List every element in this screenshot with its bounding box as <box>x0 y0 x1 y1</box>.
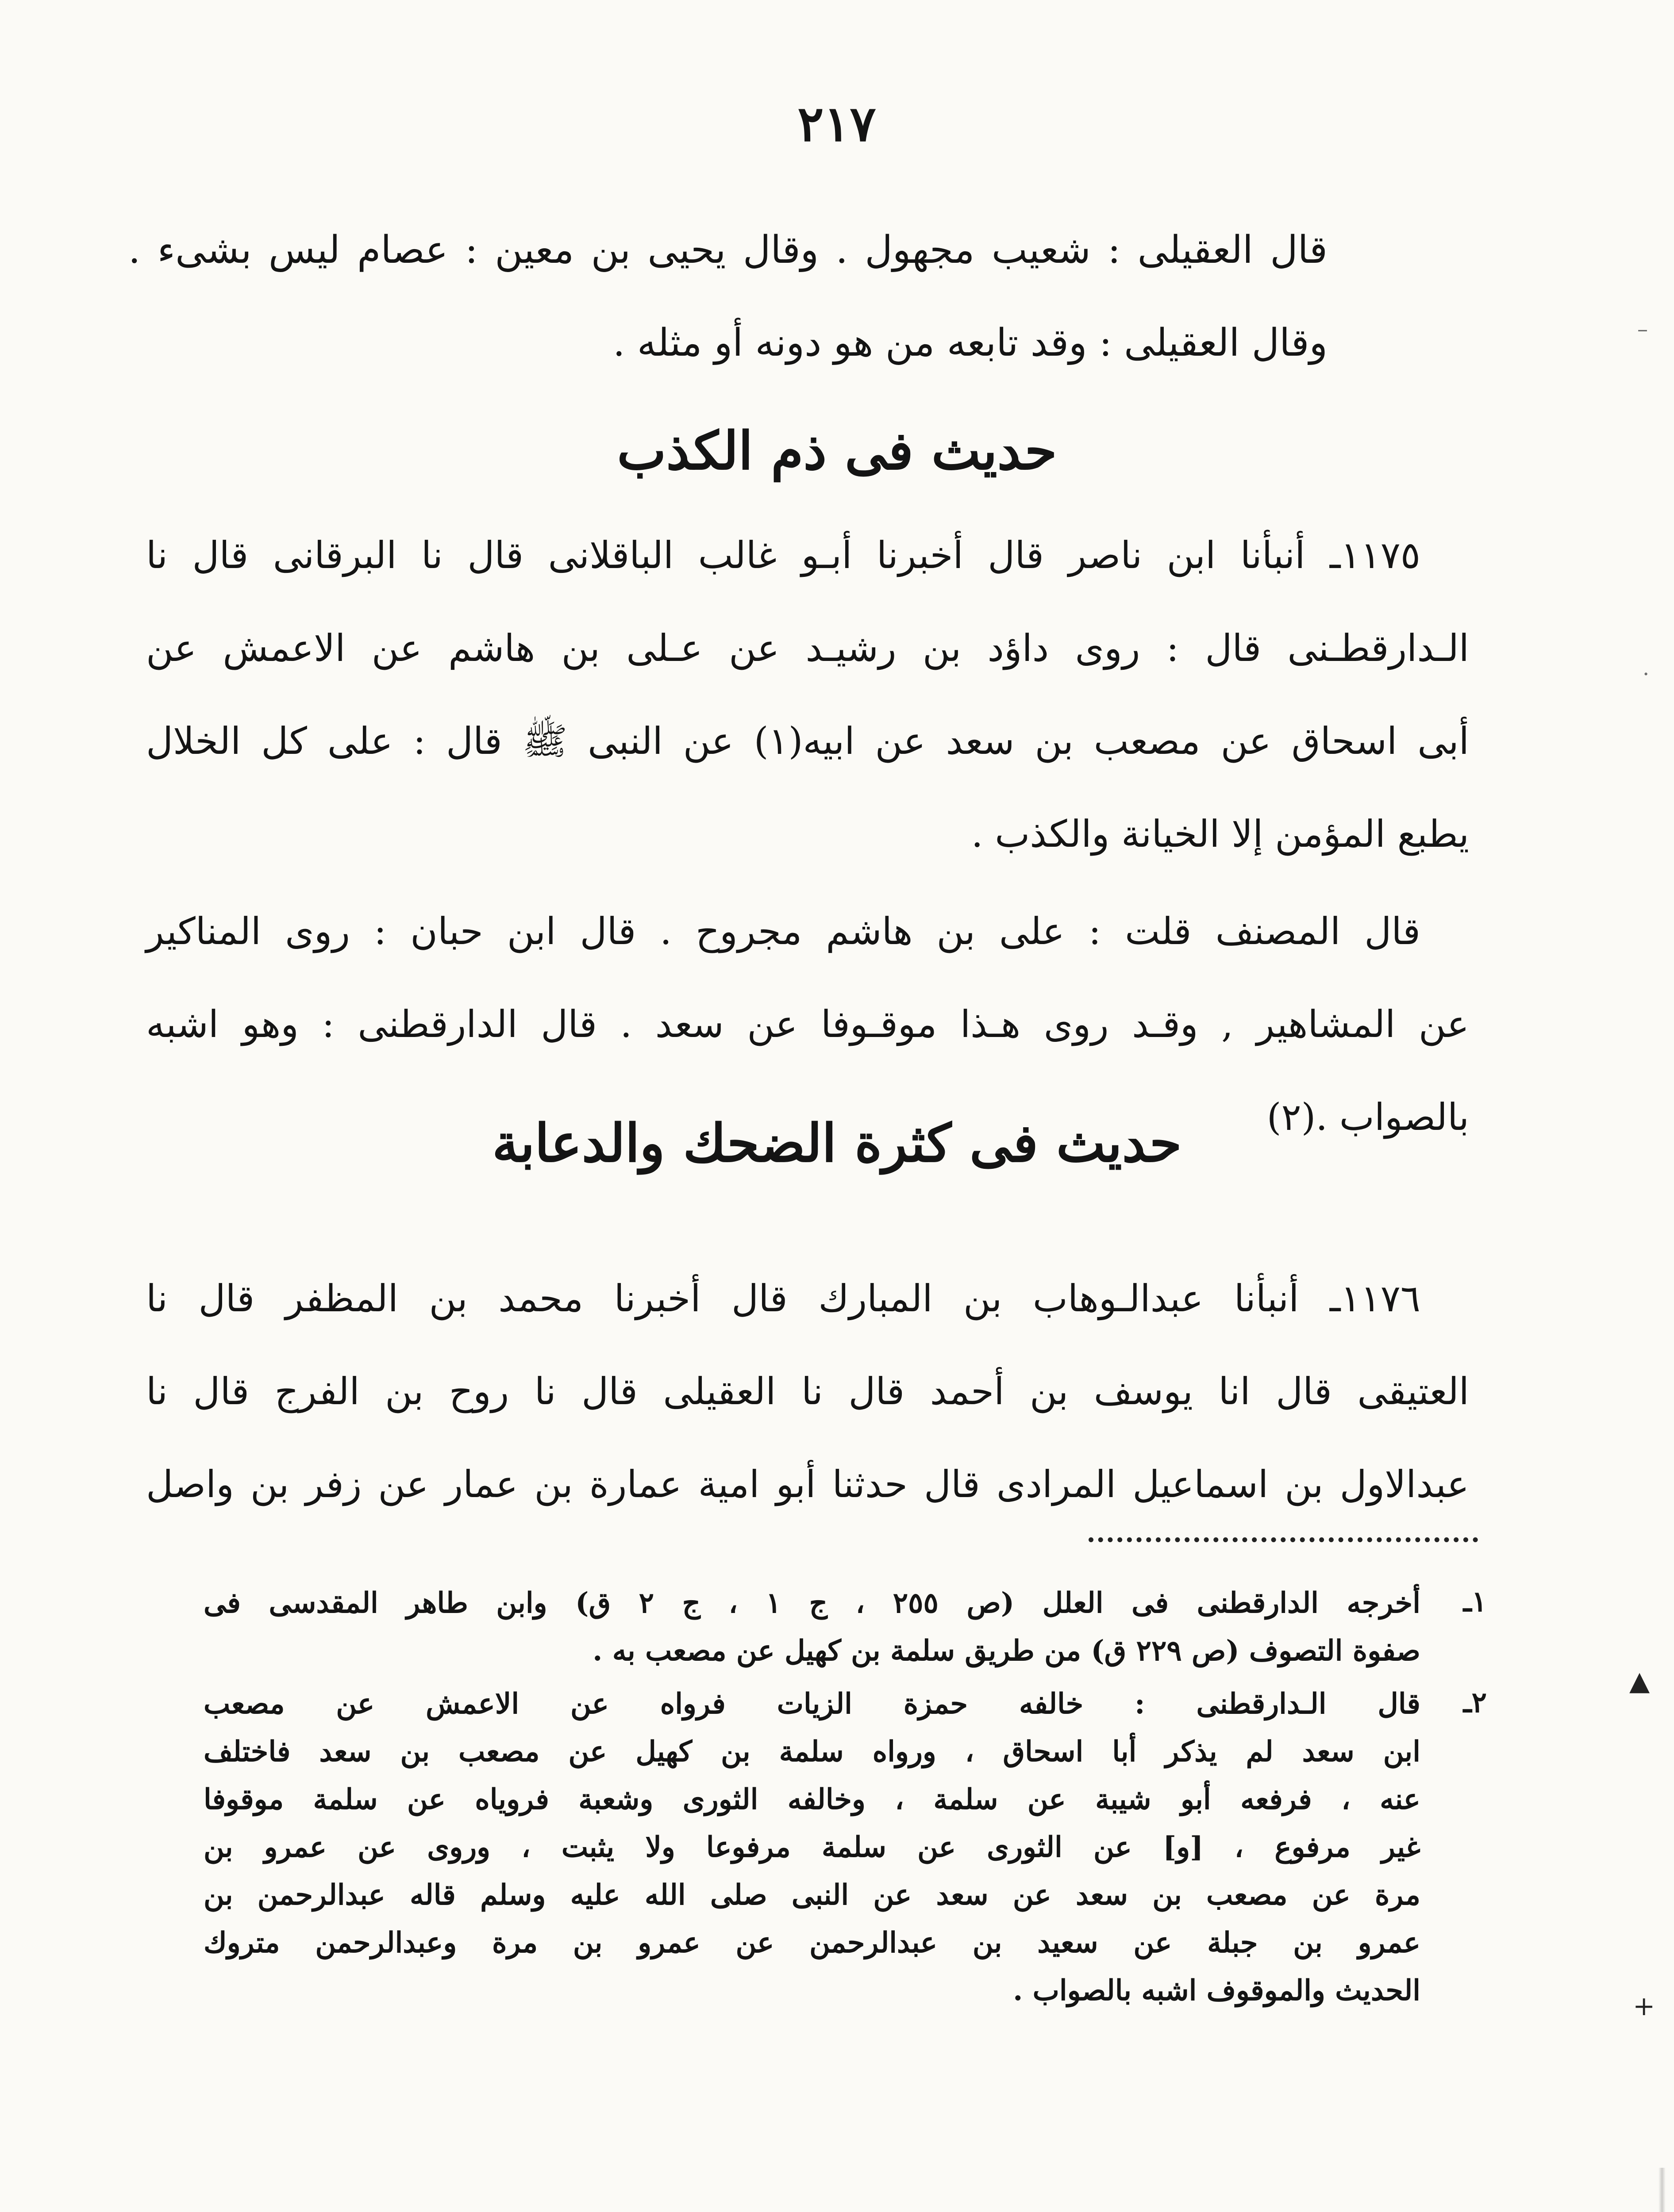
text-line: قال العقيلى : شعيب مجهول . وقال يحيى بن معين : عصام ليس بشىء . <box>128 228 1328 272</box>
text-line: وقال العقيلى : وقد تابعه من هو دونه أو مثله . <box>613 321 1328 365</box>
footnote-line: عنه ، فرفعه أبو شيبة عن سلمة ، وخالفه الثورى وشعبة فروياه عن سلمة موقوفا <box>204 1783 1420 1816</box>
footnote-line: الحديث والموقوف اشبه بالصواب . <box>1013 1974 1420 2007</box>
section-heading: حديث فى كثرة الضحك والدعابة <box>492 1112 1182 1174</box>
footnote-line: غير مرفوع ، [و] عن الثورى عن سلمة مرفوعا ولا يثبت ، وروى عن عمرو بن <box>204 1831 1421 1864</box>
hadith-1176-paragraph <box>146 1252 1469 1531</box>
footnote-item <box>204 1579 1487 1675</box>
footnote-number: ٢ـ <box>1463 1686 1487 1719</box>
text-line: الـدارقطـنى قال : روى داؤد بن رشيـد عن عـلى بن هاشم عن الاعمش عن <box>146 626 1469 670</box>
footnote-line: مرة عن مصعب بن سعد عن سعد عن النبى صلى الله عليه وسلم قاله عبدالرحمن بن <box>204 1878 1420 1912</box>
hadith-1175-paragraph <box>146 509 1469 880</box>
text-line: ١١٧٥ـ أنبأنا ابن ناصر قال أخبرنا أبـو غالب الباقلانى قال نا البرقانى قال نا <box>146 534 1420 577</box>
text-line: بالصواب .(٢) <box>1266 1095 1469 1139</box>
text-line: ١١٧٦ـ أنبأنا عبدالـوهاب بن المبارك قال أخبرنا محمد بن المظفر قال نا <box>146 1277 1420 1320</box>
page-edge-shadow <box>1659 2168 1666 2212</box>
text-line: العتيقى قال انا يوسف بن أحمد قال نا العقيلى قال نا روح بن الفرج قال نا <box>146 1370 1469 1413</box>
footnote-item <box>204 1680 1487 2015</box>
footnote-line: أخرجه الدارقطنى فى العلل (ص ٢٥٥ ، ج ١ ، ج ٢ ق) وابن طاهر المقدسى فى <box>204 1586 1421 1620</box>
text-line: عن المشاهير , وقـد روى هـذا موقـوفا عن سعد . قال الدارقطنى : وهو اشبه <box>146 1002 1469 1046</box>
footnote-line: قال الـدارقطنى : خالفه حمزة الزيات فرواه عن الاعمش عن مصعب <box>204 1687 1420 1720</box>
footnote-line: ابن سعد لم يذكر أبا اسحاق ، ورواه سلمة بن كهيل عن مصعب بن سعد فاختلف <box>204 1735 1421 1768</box>
page-number: ٢١٧ <box>797 95 876 152</box>
margin-mark: + <box>1633 1991 1655 2022</box>
text-line: قال المصنف قلت : على بن هاشم مجروح . قال ابن حبان : روى المناكير <box>146 910 1420 953</box>
text-line: عبدالاول بن اسماعيل المرادى قال حدثنا أبو امية عمارة بن عمار عن زفر بن واصل <box>146 1463 1469 1506</box>
footnote-number: ١ـ <box>1463 1585 1487 1618</box>
margin-mark: · <box>1643 662 1650 687</box>
margin-mark: ▲ <box>1629 1666 1650 1697</box>
section-heading: حديث فى ذم الكذب <box>617 420 1057 481</box>
margin-mark: – <box>1637 317 1648 342</box>
footnote-divider <box>1089 1537 1478 1542</box>
intro-paragraph <box>128 204 1328 389</box>
text-line: أبى اسحاق عن مصعب بن سعد عن ابيه(١) عن النبى ﷺ قال : على كل الخلال <box>146 719 1470 763</box>
footnote-line: صفوة التصوف (ص ٢٢٩ ق) من طريق سلمة بن كهيل عن مصعب به . <box>593 1634 1420 1667</box>
footnotes <box>204 1579 1487 2020</box>
text-line: يطبع المؤمن إلا الخيانة والكذب . <box>971 812 1469 856</box>
footnote-line: عمرو بن جبلة عن سعيد بن عبدالرحمن عن عمرو بن مرة وعبدالرحمن متروك <box>204 1926 1420 1959</box>
